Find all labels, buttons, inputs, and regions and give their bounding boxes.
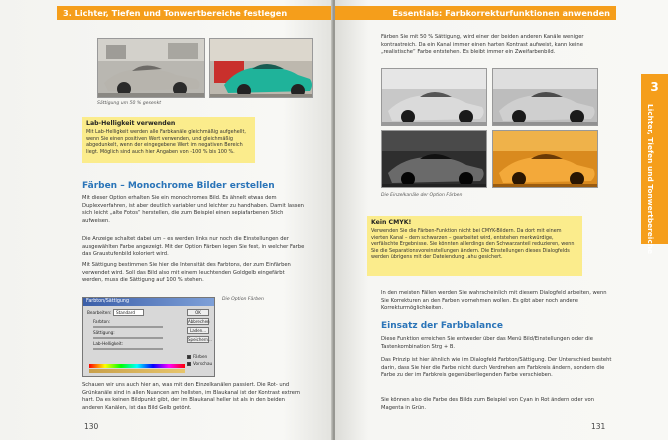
saettigung-slider[interactable] bbox=[93, 337, 163, 339]
left-top-caption: Sättigung um 50 % gesenkt bbox=[97, 101, 162, 106]
faerben-check-label: Färben bbox=[193, 354, 208, 359]
bearbeiten-select[interactable]: Standard bbox=[113, 309, 144, 316]
dialog-title: Farbton/Sättigung bbox=[83, 298, 214, 306]
helligkeit-slider[interactable] bbox=[93, 348, 163, 350]
note-body: Mit Lab-Helligkeit werden alle Farbkanäle gleichmäßig aufgehellt, wenn Sie einen positiven Wert verwenden, und gleichmäßig abgedunkelt, wenn der eingegebene Wert im negativen Bereich liegt. Möglich sind auch hier Angaben von -100 % bis 100 %. bbox=[86, 129, 246, 155]
channel-image-gray-1 bbox=[381, 68, 487, 126]
vorschau-check-label: Vorschau bbox=[193, 361, 213, 366]
chapter-tab-text: Lichter, Tiefen und Tonwertbereiche bbox=[646, 104, 655, 254]
right-paragraph-3: Diese Funktion erreichen Sie entweder über das Menü Bild/Einstellungen oder die Tastenkombination Strg + B. bbox=[381, 336, 593, 350]
helligkeit-label: Lab-Helligkeit: bbox=[93, 341, 124, 346]
abbrechen-button[interactable]: Abbrechen bbox=[188, 319, 210, 324]
faerben-checkbox[interactable] bbox=[187, 355, 191, 359]
channel-image-dark bbox=[381, 130, 487, 188]
left-paragraph-2: Die Anzeige schaltet dabei um – es werden links nur noch die Einstellungen der ausgewählten Farbe angezeigt. Mit der Option Färben legen Sie fest, in welcher Farbe das Graustufenbild koloriert wird. bbox=[82, 236, 305, 258]
right-running-header: Essentials: Farbkorrekturfunktionen anwenden bbox=[335, 6, 616, 20]
note-title: Lab-Helligkeit verwenden bbox=[86, 120, 176, 127]
ok-button[interactable]: OK bbox=[187, 309, 209, 316]
dialog-caption: Die Option Färben bbox=[222, 297, 264, 302]
right-page bbox=[335, 0, 668, 440]
speichern-button[interactable]: Speichern... bbox=[188, 337, 212, 342]
farbton-saettigung-dialog bbox=[82, 297, 215, 377]
note-title: Kein CMYK! bbox=[371, 219, 412, 226]
farbton-label: Farbton: bbox=[93, 319, 111, 324]
kein-cmyk-note bbox=[367, 216, 582, 276]
vorschau-checkbox[interactable] bbox=[187, 362, 191, 366]
note-body: Verwenden Sie die Färben-Funktion nicht bei CMYK-Bildern. Da dort mit einem vierten Kanal – dem schwarzen – gearbeitet wird, entstehen merkwürdige, verfälschte Ergebnisse. Sie könnten allerdings den Schwarzanteil reduzieren, wenn Sie die Separationsvoreinstellungen ändern. Die Einstellungen dieses Dialogfelds werden übrigens mit der Dateiendung .ahu gesichert. bbox=[371, 228, 575, 261]
hue-ramp-top bbox=[89, 364, 185, 368]
left-paragraph-4: Schauen wir uns auch hier an, was mit den Einzelkanälen passiert. Die Rot- und Grünkanäle sind in allen Nuancen am hellsten, im Blaukanal ist der Kontrast extrem hart. Da es keinen Bildpunkt gibt, der im Blaukanal heller ist als in den beiden anderen Kanälen, ist das Bild Gelb getönt. bbox=[82, 382, 301, 412]
left-page bbox=[0, 0, 333, 440]
left-paragraph-3: Mit Sättigung bestimmen Sie hier die Intensität des Farbtons, der zum Einfärben verwendet wird. Soll das Bild also mit einem leuchtenden Goldgelb eingefärbt werden, muss die Sättigung auf 100 % stehen. bbox=[82, 262, 291, 284]
channel-image-orange bbox=[492, 130, 598, 188]
car-photo-color bbox=[209, 38, 313, 98]
farbton-slider[interactable] bbox=[93, 326, 163, 328]
channel-image-gray-2 bbox=[492, 68, 598, 126]
left-paragraph-1: Mit dieser Option erhalten Sie ein monochromes Bild. Es ähnelt etwas dem Duplexverfahren, ist aber deutlich variabler und leichter zu handhaben. Damit lassen sich leicht „alte Fotos“ herstellen, die zum Beispiel einen sepiafarbenen Stich aufweisen. bbox=[82, 195, 304, 225]
left-page-number: 130 bbox=[84, 422, 99, 431]
right-paragraph-1: Färben Sie mit 50 % Sättigung, wird einer der beiden anderen Kanäle weniger kontrastreich. Da ein Kanal immer einen harten Kontrast aufweist, kann keine „realistische“ Farbe entstehen. Es bleibt immer ein Zweifarbenbild. bbox=[381, 34, 584, 56]
lab-helligkeit-note bbox=[82, 117, 255, 163]
car-photo-desaturated bbox=[97, 38, 205, 98]
right-page-number: 131 bbox=[591, 422, 606, 431]
laden-button[interactable]: Laden... bbox=[187, 327, 209, 334]
saettigung-label: Sättigung: bbox=[93, 330, 115, 335]
bearbeiten-label: Bearbeiten: bbox=[87, 310, 112, 315]
chapter-tab-number: 3 bbox=[650, 80, 659, 94]
right-paragraph-4: Das Prinzip ist hier ähnlich wie im Dialogfeld Farbton/Sättigung. Der Unterschied besteht darin, dass Sie hier die Farbe nicht durch Verdrehen am Farbkreis ändern, sondern die Farbe zu der im Farbkreis gegenüberliegenden Farbe verschieben. bbox=[381, 357, 612, 379]
right-paragraph-2: In den meisten Fällen werden Sie wahrscheinlich mit diesem Dialogfeld arbeiten, wenn Sie Korrekturen an den Farben vornehmen wollen. Es gibt aber noch andere Korrekturmöglichkeiten. bbox=[381, 290, 607, 312]
channels-caption: Die Einzelkanäle der Option Färben bbox=[381, 193, 463, 198]
hue-ramp-bottom bbox=[89, 369, 185, 373]
section-heading-farbbalance: Einsatz der Farbbalance bbox=[381, 321, 503, 331]
section-heading-faerben: Färben – Monochrome Bilder erstellen bbox=[82, 181, 275, 191]
right-paragraph-5: Sie können also die Farbe des Bilds zum Beispiel von Cyan in Rot ändern oder von Magenta in Grün. bbox=[381, 397, 594, 411]
left-running-header: 3. Lichter, Tiefen und Tonwertbereiche festlegen bbox=[57, 6, 333, 20]
chapter-tab bbox=[641, 74, 668, 254]
